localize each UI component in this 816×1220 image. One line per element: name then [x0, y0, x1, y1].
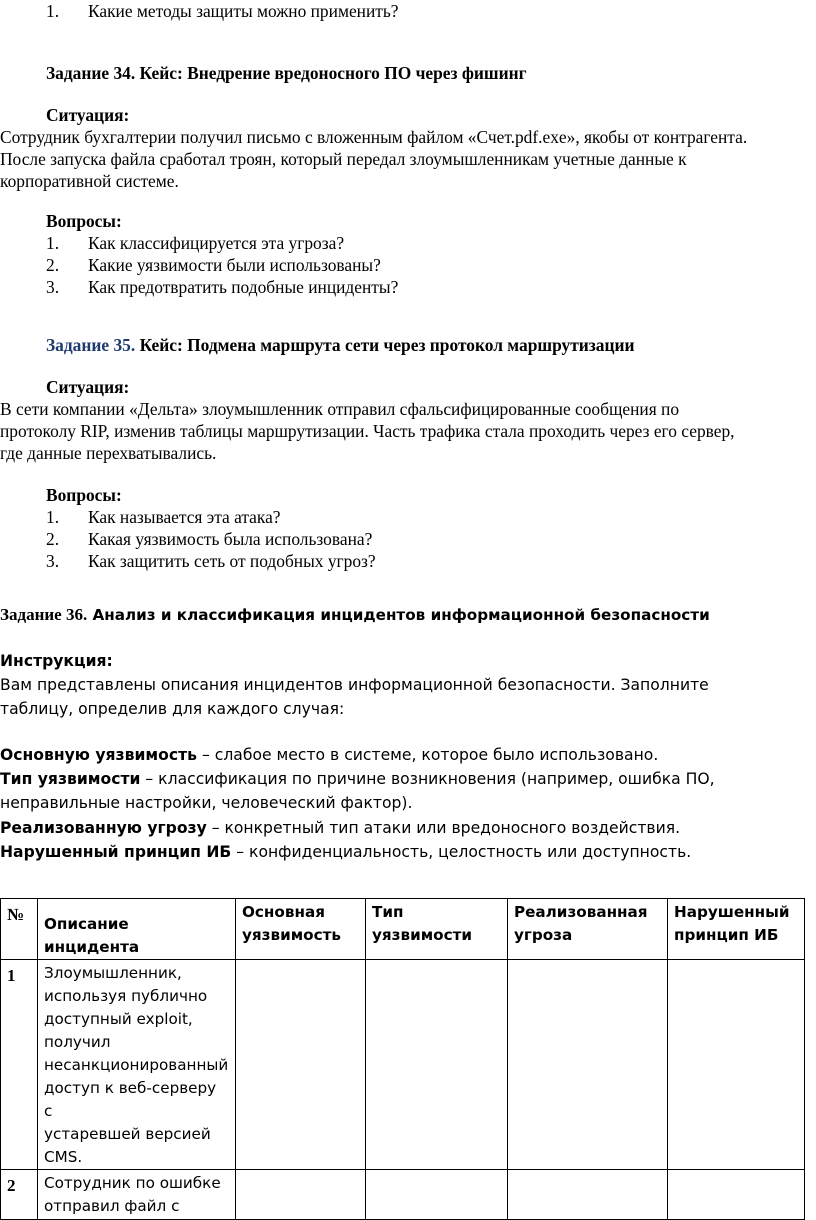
- description-line: CMS.: [44, 1148, 83, 1166]
- header-vuln-type: [366, 899, 508, 960]
- task34-situation-line: корпоративной системе.: [0, 171, 179, 191]
- top-item-text: Какие методы защиты можно применить?: [88, 1, 399, 21]
- task35-questions-label: Вопросы:: [46, 485, 122, 505]
- top-item-number: 1.: [46, 1, 60, 21]
- header-principle: [668, 899, 805, 960]
- task34-questions-label: Вопросы:: [46, 211, 122, 231]
- task35-question-number: 1.: [46, 507, 60, 527]
- header-line: уязвимости: [372, 926, 473, 944]
- task35-question: Как защитить сеть от подобных угроз?: [88, 551, 376, 571]
- task35-situation-line: где данные перехватывались.: [0, 443, 217, 463]
- definition-term: Тип уязвимости: [0, 770, 141, 788]
- row-num: 1: [1, 960, 38, 1170]
- header-description: Описание инцидента: [38, 899, 236, 960]
- task34-title: Задание 34. Кейс: Внедрение вредоносного ПО через фишинг: [46, 63, 527, 83]
- task34-question: Как предотвратить подобные инциденты?: [88, 277, 399, 297]
- task34-question-number: 2.: [46, 255, 60, 275]
- task35-situation-line: протоколу RIP, изменив таблицы маршрутизации. Часть трафика стала проходить через его сервер,: [0, 421, 735, 441]
- task36-instruction-label: Инструкция:: [0, 652, 113, 670]
- header-line: Нарушенный: [674, 903, 790, 921]
- incident-table: [0, 898, 805, 1220]
- description-line: Злоумышленник,: [44, 964, 182, 982]
- task34-situation-line: После запуска файла сработал троян, который передал злоумышленникам учетные данные к: [0, 149, 687, 169]
- task34-question: Как классифицируется эта угроза?: [88, 233, 345, 253]
- task35-question-number: 3.: [46, 551, 60, 571]
- definition-text: – конкретный тип атаки или вредоносного воздействия.: [206, 819, 681, 837]
- header-line: Основная: [242, 903, 325, 921]
- task36-instruction-line: Вам представлены описания инцидентов информационной безопасности. Заполните: [0, 676, 709, 694]
- task35-title-prefix: Задание 35.: [46, 335, 136, 355]
- definition-term: Основную уязвимость: [0, 746, 198, 764]
- cell-threat[interactable]: [508, 1170, 668, 1220]
- table-row: [1, 960, 805, 1170]
- definition-threat: [0, 816, 680, 841]
- description-line: отправил файл с: [44, 1197, 180, 1215]
- definition-text: – слабое место в системе, которое было использовано.: [197, 746, 659, 764]
- cell-vuln-type[interactable]: [366, 960, 508, 1170]
- header-vulnerability: [236, 899, 366, 960]
- task36-instruction-line: таблицу, определив для каждого случая:: [0, 700, 345, 718]
- task34-question-number: 1.: [46, 233, 60, 253]
- cell-principle[interactable]: [668, 1170, 805, 1220]
- task35-situation-line: В сети компании «Дельта» злоумышленник отправил сфальсифицированные сообщения по: [0, 399, 680, 419]
- definition-term: Реализованную угрозу: [0, 819, 207, 837]
- definition-vulnerability: [0, 743, 658, 768]
- cell-vulnerability[interactable]: [236, 960, 366, 1170]
- task36-title-prefix: Задание 36.: [0, 605, 88, 624]
- description-line: устаревшей версией: [44, 1125, 211, 1143]
- task35-title-rest: Кейс: Подмена маршрута сети через протокол маршрутизации: [135, 335, 635, 355]
- header-line: принцип ИБ: [674, 926, 779, 944]
- header-line: Тип: [372, 903, 404, 921]
- task36-title: [0, 604, 710, 627]
- definition-text: – классификация по причине возникновения (например, ошибка ПО,: [140, 770, 715, 788]
- task34-question: Какие уязвимости были использованы?: [88, 255, 381, 275]
- cell-vuln-type[interactable]: [366, 1170, 508, 1220]
- task35-situation-label: Ситуация:: [46, 377, 130, 397]
- task34-question-number: 3.: [46, 277, 60, 297]
- definition-vuln-type-cont: неправильные настройки, человеческий фактор).: [0, 794, 413, 812]
- table-row: [1, 1170, 805, 1220]
- description-line: используя публично: [44, 987, 208, 1005]
- cell-threat[interactable]: [508, 960, 668, 1170]
- row-num: 2: [1, 1170, 38, 1220]
- table-header-row: [1, 899, 805, 960]
- task35-question: Какая уязвимость была использована?: [88, 529, 373, 549]
- task34-situation-label: Ситуация:: [46, 105, 130, 125]
- task34-situation-line: Сотрудник бухгалтерии получил письмо с вложенным файлом «Счет.pdf.exe», якобы от контрагента.: [0, 127, 748, 147]
- description-line: доступный exploit,: [44, 1010, 193, 1028]
- task36-title-rest: Анализ и классификация инцидентов информационной безопасности: [87, 606, 710, 624]
- description-line: Сотрудник по ошибке: [44, 1174, 221, 1192]
- cell-vulnerability[interactable]: [236, 1170, 366, 1220]
- task35-question: Как называется эта атака?: [88, 507, 281, 527]
- cell-principle[interactable]: [668, 960, 805, 1170]
- task35-title: [46, 334, 635, 356]
- row-description: [38, 1170, 236, 1220]
- definition-term: Нарушенный принцип ИБ: [0, 843, 232, 861]
- definition-principle: [0, 840, 691, 865]
- definition-vuln-type: [0, 767, 715, 792]
- header-line: уязвимость: [242, 926, 341, 944]
- definition-text: – конфиденциальность, целостность или доступность.: [231, 843, 692, 861]
- header-line: Реализованная: [514, 903, 648, 921]
- header-threat: [508, 899, 668, 960]
- description-line: несанкционированный: [44, 1056, 229, 1074]
- row-description: [38, 960, 236, 1170]
- description-line: получил: [44, 1033, 111, 1051]
- description-line: доступ к веб-серверу с: [44, 1079, 217, 1120]
- header-num: №: [1, 899, 38, 960]
- task35-question-number: 2.: [46, 529, 60, 549]
- header-line: угроза: [514, 926, 573, 944]
